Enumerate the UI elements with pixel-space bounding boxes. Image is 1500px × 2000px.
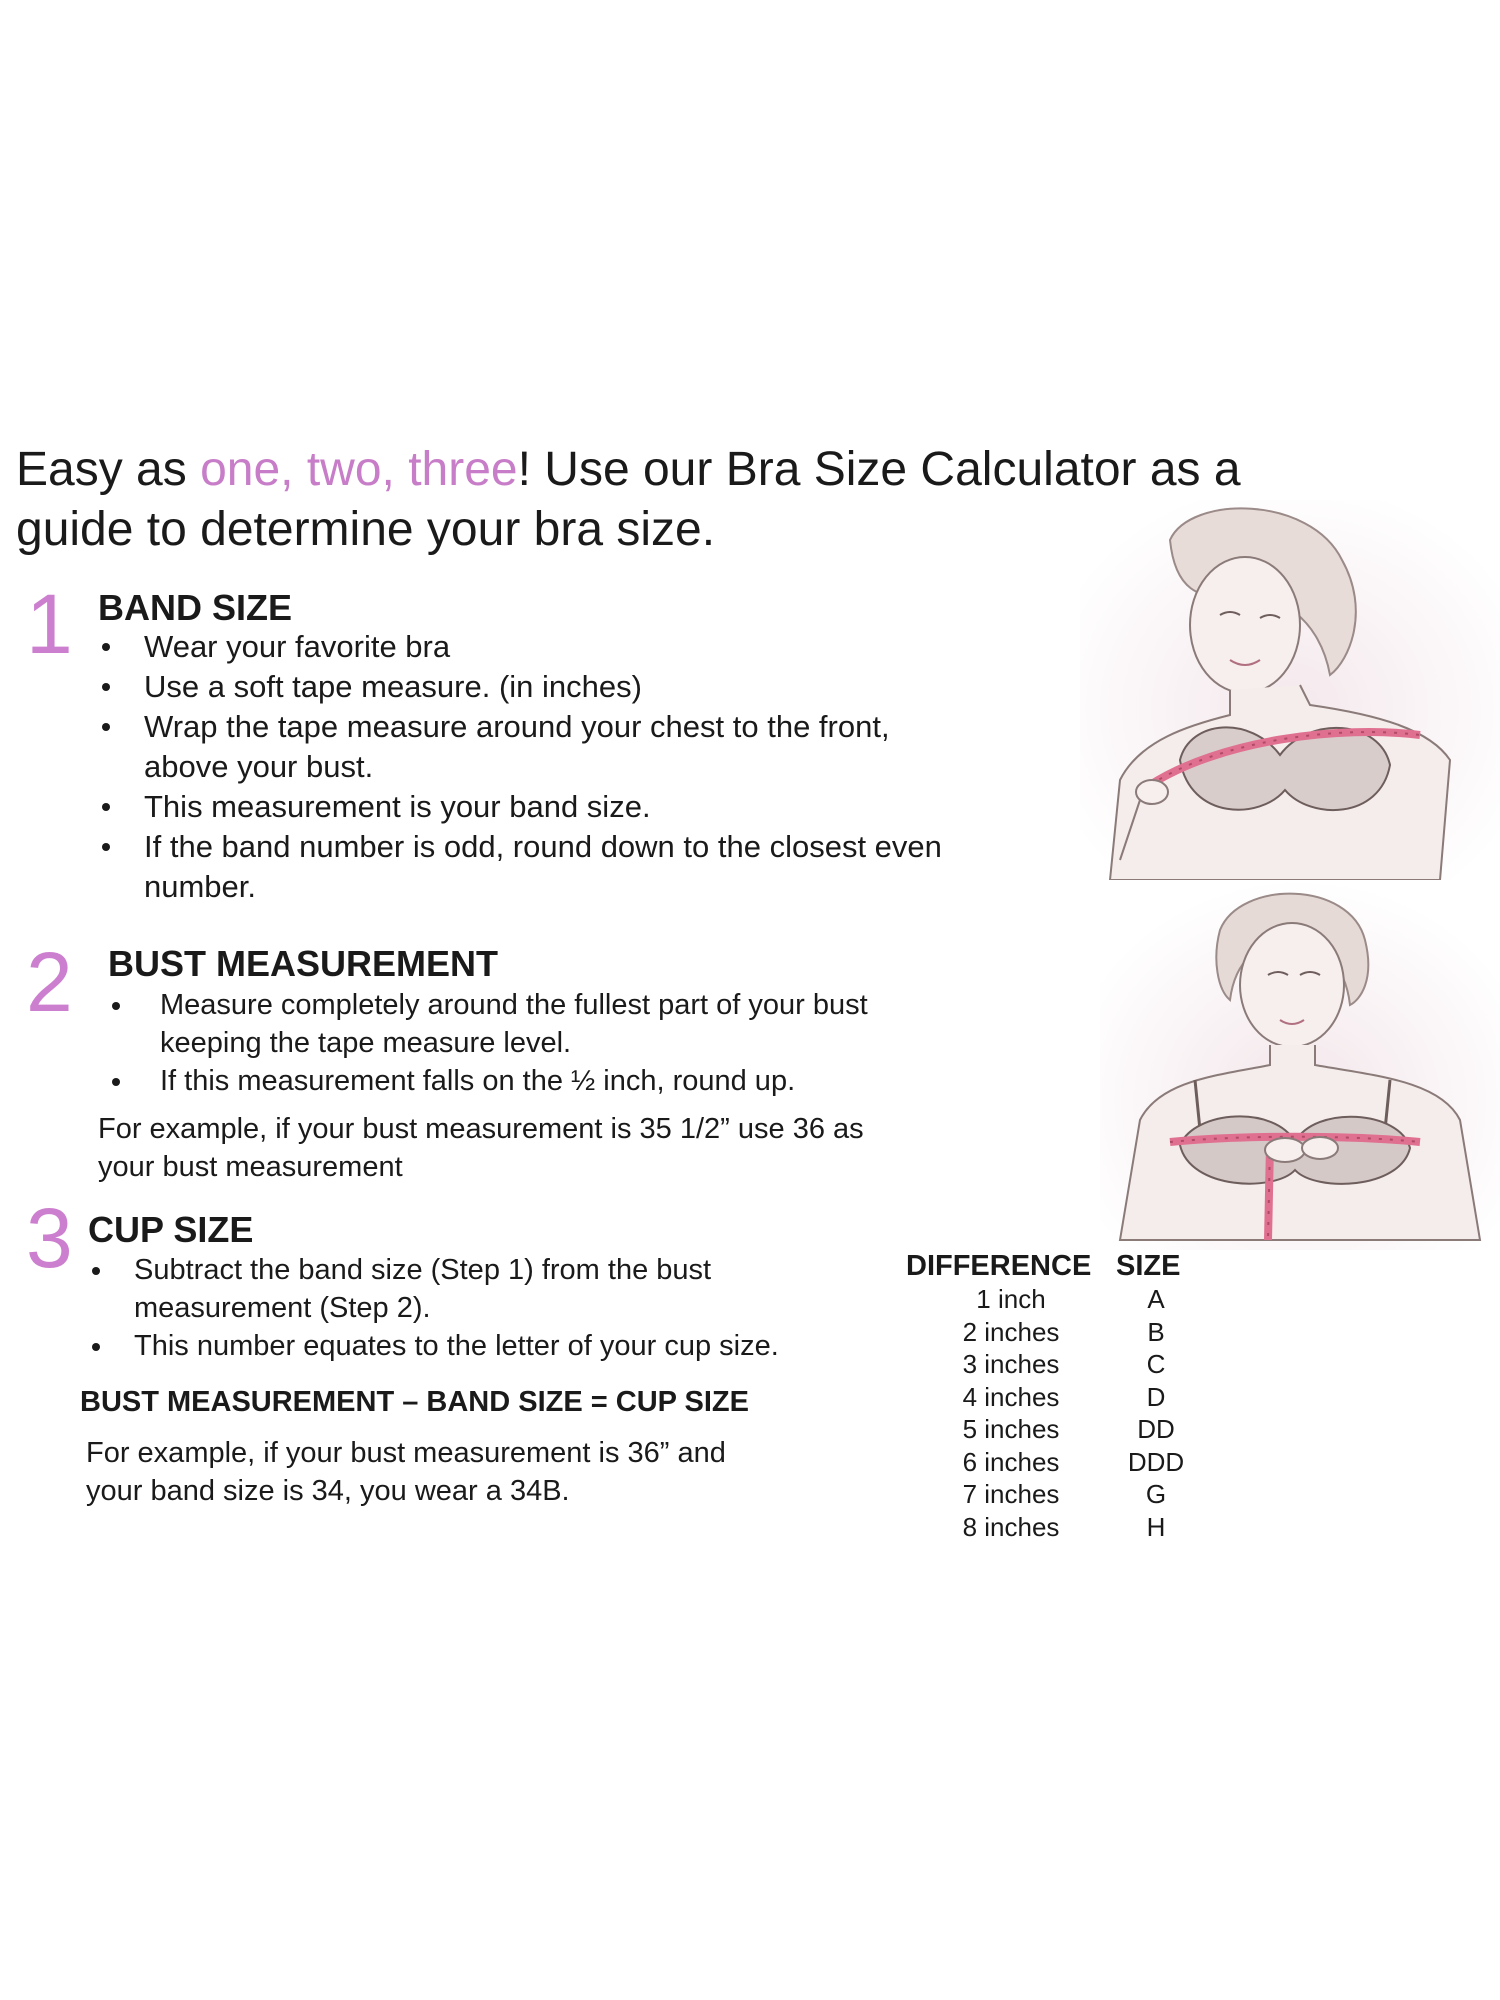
size-cell: C (1146, 1349, 1166, 1379)
step-1-bullets (96, 627, 976, 907)
cup-table-header-row (906, 1249, 1196, 1283)
difference-cell: 1 inch (976, 1284, 1046, 1314)
cup-formula: BUST MEASUREMENT – BAND SIZE = CUP SIZE (80, 1386, 749, 1418)
step-3-bullet: This number equates to the letter of your cup size. (86, 1327, 886, 1365)
table-row (906, 1413, 1196, 1446)
bullet-dot (92, 1343, 100, 1351)
size-cell: DDD (1127, 1446, 1185, 1477)
size-cell: B (1147, 1316, 1165, 1347)
difference-cell: 3 inches (962, 1349, 1060, 1379)
size-cell: A (1147, 1284, 1165, 1314)
size-cell: D (1146, 1381, 1166, 1412)
table-row (906, 1381, 1196, 1414)
step-3-title: CUP SIZE (88, 1209, 254, 1250)
step-2-title: BUST MEASUREMENT (108, 943, 499, 984)
bullet-dot (112, 1078, 120, 1086)
table-row (906, 1478, 1196, 1511)
step-1-title: BAND SIZE (98, 587, 293, 628)
bullet-dot (102, 803, 110, 811)
bust-measure-illustration (1100, 880, 1500, 1250)
bullet-dot (102, 843, 110, 851)
difference-cell: 5 inches (962, 1414, 1060, 1444)
headline-accent: one, two, three (200, 443, 518, 496)
step-1-bullet: Wrap the tape measure around your chest to the front, above your bust. (96, 707, 976, 787)
step-2-number: 2 (26, 935, 73, 1029)
bullet-dot (102, 723, 110, 731)
table-row (906, 1316, 1196, 1349)
headline-pre: Easy as (16, 443, 201, 496)
headline-post: ! Use our Bra Size Calculator as a guide to determine your bra size. (16, 443, 1241, 556)
step-3-bullet: Subtract the band size (Step 1) from the bust measurement (Step 2). (86, 1251, 886, 1327)
bullet-dot (92, 1267, 100, 1275)
difference-cell: 2 inches (962, 1316, 1060, 1347)
step-2-example: For example, if your bust measurement is 35 1/2” use 36 as your bust measurement (98, 1113, 864, 1183)
step-1-number: 1 (26, 577, 73, 671)
cup-table-header: SIZE (1116, 1250, 1181, 1282)
difference-cell: 7 inches (962, 1479, 1060, 1509)
step-3-example: For example, if your bust measurement is 36” and your band size is 34, you wear a 34B. (86, 1437, 726, 1507)
step-1-bullet: This measurement is your band size. (96, 787, 976, 827)
bullet-dot (102, 643, 110, 651)
step-1-bullet: Use a soft tape measure. (in inches) (96, 667, 976, 707)
step-1-bullet: Wear your favorite bra (96, 627, 976, 667)
step-1-bullet: If the band number is odd, round down to the closest even number. (96, 827, 976, 907)
difference-cell: 4 inches (962, 1381, 1060, 1412)
bullet-dot (102, 683, 110, 691)
table-row (906, 1446, 1196, 1479)
size-cell: DD (1137, 1414, 1175, 1444)
difference-cell: 6 inches (962, 1446, 1060, 1477)
size-cell: G (1145, 1479, 1167, 1509)
step-2-bullet: If this measurement falls on the ½ inch, round up. (108, 1062, 968, 1100)
cup-table-header: DIFFERENCE (906, 1250, 1092, 1282)
step-3-bullets (86, 1251, 886, 1365)
step-3-number: 3 (26, 1191, 73, 1285)
bullet-dot (112, 1002, 120, 1010)
table-row (906, 1283, 1196, 1316)
table-row (906, 1348, 1196, 1381)
band-measure-illustration (1080, 500, 1500, 880)
cup-size-table (906, 1249, 1196, 1543)
size-cell: H (1146, 1511, 1166, 1542)
step-2-bullet: Measure completely around the fullest part of your bust keeping the tape measure level. (108, 986, 968, 1062)
table-row (906, 1511, 1196, 1544)
difference-cell: 8 inches (962, 1511, 1060, 1542)
step-2-bullets (108, 986, 968, 1100)
